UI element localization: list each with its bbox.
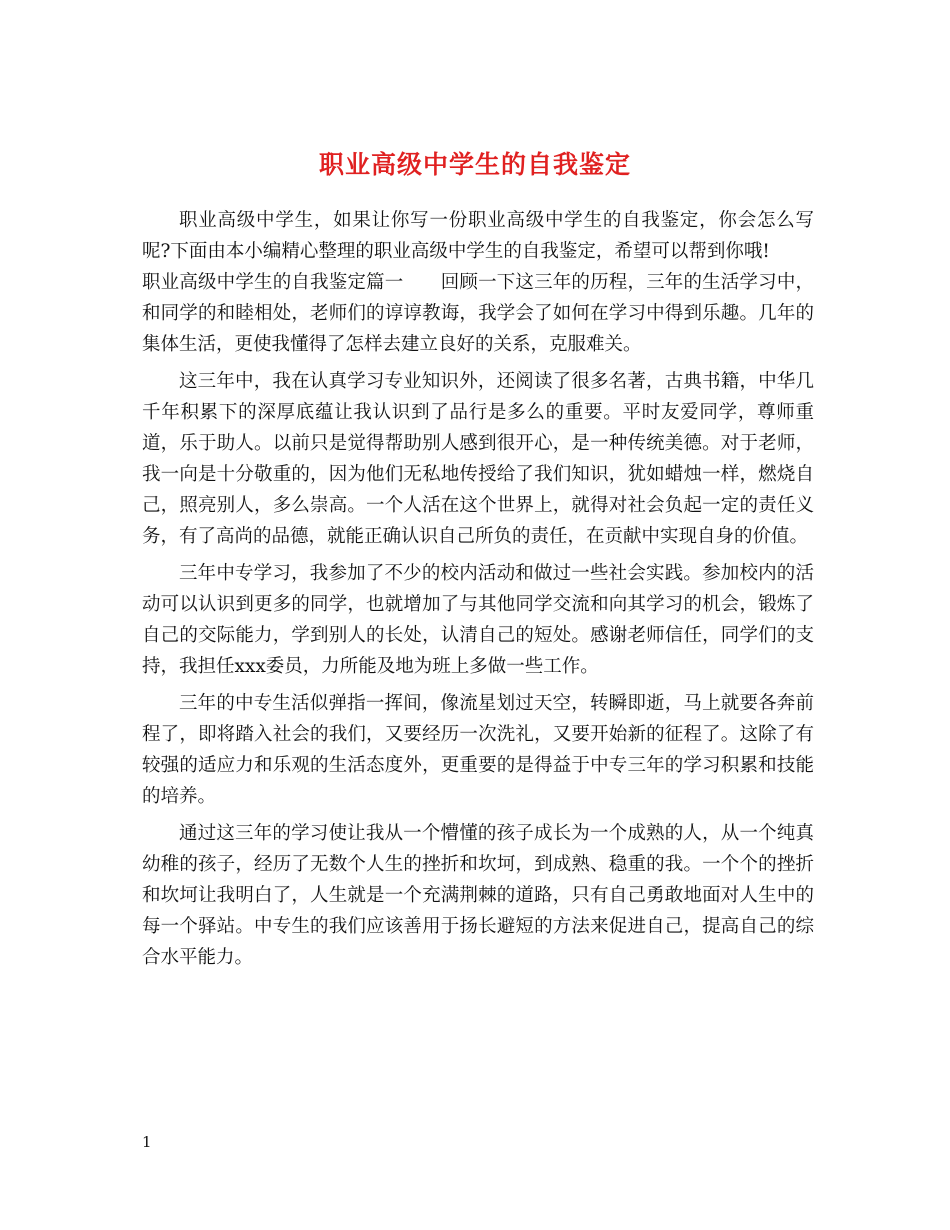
page-number: 1 [142,1133,152,1151]
paragraph-intro: 职业高级中学生，如果让你写一份职业高级中学生的自我鉴定，你会怎么写呢?下面由本小编精心整理的职业高级中学生的自我鉴定，希望可以帮到你哦! [142,210,814,262]
document-title: 职业高级中学生的自我鉴定 [318,149,631,179]
paragraph-body: 这三年中，我在认真学习专业知识外，还阅读了很多名著，古典书籍，中华几千年积累下的深厚底蕴让我认识到了品行是多么的重要。平时友爱同学，尊师重道，乐于助人。以前只是觉得帮助别人感到很开心，是一种传统美德。对于老师，我一向是十分敬重的，因为他们无私地传授给了我们知识，犹如蜡烛一样，燃烧自己，照亮别人，多么崇高。一个人活在这个世界上，就得对社会负起一定的责任义务，有了高尚的品德，就能正确认识自己所负的责任，在贡献中实现自身的价值。 [142,371,814,547]
paragraph-body: 三年中专学习，我参加了不少的校内活动和做过一些社会实践。参加校内的活动可以认识到更多的同学，也就增加了与其他同学交流和向其学习的机会，锻炼了自己的交际能力，学到别人的长处，认清自己的短处。感谢老师信任，同学们的支持，我担任xxx委员，力所能及地为班上多做一些工作。 [142,563,814,677]
paragraph-body: 三年的中专生活似弹指一挥间，像流星划过天空，转瞬即逝，马上就要各奔前程了，即将踏入社会的我们，又要经历一次洗礼，又要开始新的征程了。这除了有较强的适应力和乐观的生活态度外，更重要的是得益于中专三年的学习积累和技能的培养。 [142,693,814,807]
paragraph-section-heading: 职业高级中学生的自我鉴定篇一 回顾一下这三年的历程，三年的生活学习中，和同学的和睦相处，老师们的谆谆教诲，我学会了如何在学习中得到乐趣。几年的集体生活，更使我懂得了怎样去建立良好的关系，克服难关。 [142,272,814,355]
paragraph-body: 通过这三年的学习使让我从一个懵懂的孩子成长为一个成熟的人，从一个纯真幼稚的孩子，经历了无数个人生的挫折和坎坷，到成熟、稳重的我。一个个的挫折和坎坷让我明白了，人生就是一个充满荆棘的道路，只有自己勇敢地面对人生中的每一个驿站。中专生的我们应该善用于扬长避短的方法来促进自己，提高自己的综合水平能力。 [142,823,814,968]
document-body [142,205,814,979]
